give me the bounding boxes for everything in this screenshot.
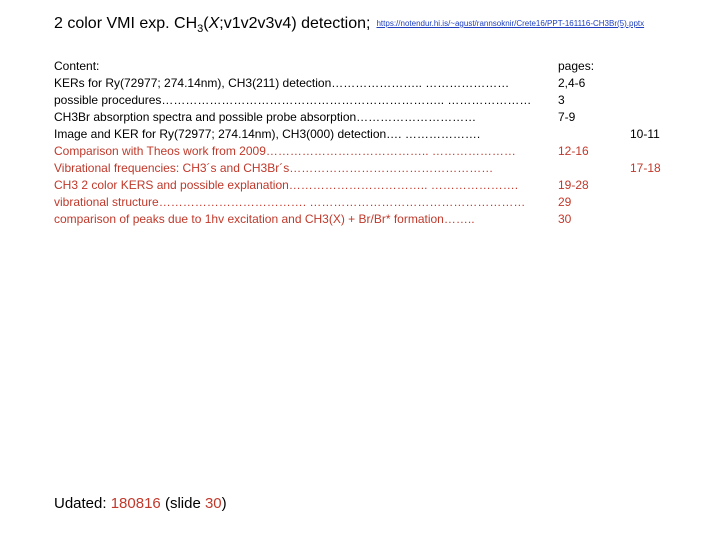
- slide-open: (slide: [160, 495, 205, 512]
- toc-entry: Comparison with Theos work from 2009………………………………….. …………………: [54, 144, 516, 158]
- title-italic-x: X: [208, 15, 220, 32]
- slide-number: 30: [204, 495, 222, 512]
- toc-row: [54, 126, 674, 143]
- update-date: 180816: [110, 495, 161, 512]
- content-heading: Content:: [54, 59, 100, 73]
- toc-page: 3: [558, 93, 565, 107]
- toc-page: 2,4-6: [558, 76, 586, 90]
- title-subscript: 3: [197, 23, 204, 35]
- toc-entry: possible procedures…………………………………………………………….. …………………: [54, 93, 532, 107]
- toc-row: [54, 177, 674, 194]
- toc-page: 12-16: [558, 144, 589, 158]
- toc-page: 7-9: [558, 110, 576, 124]
- title-open-paren: (: [203, 15, 209, 32]
- slide-title: [54, 14, 644, 39]
- toc-page: 29: [558, 195, 572, 209]
- title-prefix: 2 color VMI exp. CH: [54, 15, 198, 32]
- toc-entry: comparison of peaks due to 1hv excitation and CH3(X) + Br/Br* formation……..: [54, 212, 475, 226]
- update-label: Udated:: [54, 495, 111, 512]
- toc-page: 19-28: [558, 178, 589, 192]
- toc-row: [54, 92, 674, 109]
- toc-row: [54, 143, 674, 160]
- toc-entry: Vibrational frequencies: CH3´s and CH3Br´s……………………………………………: [54, 161, 494, 175]
- toc-entry: vibrational structure………………………………. ………………………………………………: [54, 195, 526, 209]
- toc-entry: CH3Br absorption spectra and possible probe absorption…………………………: [54, 110, 477, 124]
- toc-page: 17-18: [630, 161, 661, 175]
- toc-row: [54, 211, 674, 228]
- update-note: [54, 494, 227, 514]
- toc-page: 30: [558, 212, 572, 226]
- pages-heading: pages:: [558, 59, 595, 73]
- toc-page: 10-11: [630, 127, 660, 141]
- toc-entry: KERs for Ry(72977; 274.14nm), CH3(211) detection………………….. …………………: [54, 76, 510, 90]
- toc-row: [54, 109, 674, 126]
- toc-entry: Image and KER for Ry(72977; 274.14nm), CH3(000) detection…. ……………….: [54, 127, 481, 141]
- toc-row: [54, 194, 674, 211]
- slide-close: ): [221, 495, 227, 512]
- title-rest: ;v1v2v3v4) detection;: [219, 15, 371, 32]
- toc-row: [54, 75, 674, 92]
- file-link[interactable]: https://notendur.hi.is/~agust/rannsoknir/Crete16/PPT-161116-CH3Br(5).pptx: [376, 19, 645, 28]
- toc-entry: CH3 2 color KERS and possible explanation…………………………….. ………………….: [54, 178, 519, 192]
- toc-row: [54, 160, 674, 177]
